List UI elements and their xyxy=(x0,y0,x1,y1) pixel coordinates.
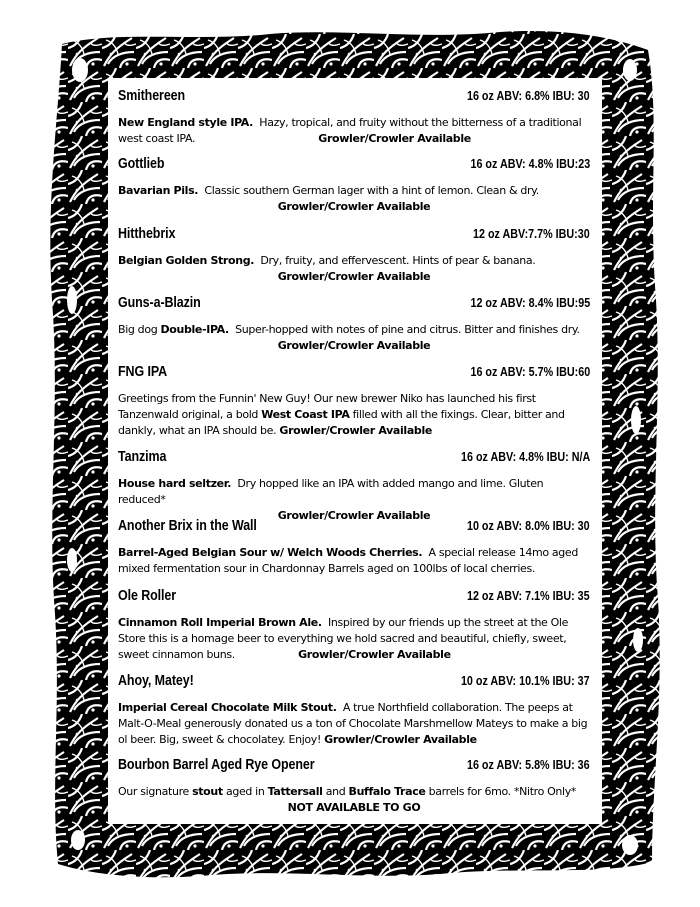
beer-name: Bourbon Barrel Aged Rye Opener xyxy=(118,757,315,773)
beer-item-another-brix xyxy=(118,518,590,577)
availability-note: Growler/Crowler Available xyxy=(279,424,432,437)
beer-description xyxy=(118,183,590,215)
beer-style: stout xyxy=(192,785,223,798)
beer-name: Gottlieb xyxy=(118,156,165,172)
beer-description-text: A special release 14mo aged mixed fermentation sour in Chardonnay Barrels aged on 100lbs of local cherries. xyxy=(118,546,578,575)
beer-description-text-2: aged in xyxy=(225,785,265,798)
beer-description-text: Greetings from the Funnin' New Guy! Our new brewer Niko has launched his first Tanzenwald original, a bold xyxy=(118,392,536,421)
beer-style-prefix: Big dog xyxy=(118,323,158,336)
beer-name: Another Brix in the Wall xyxy=(118,518,257,534)
availability-note: Growler/Crowler Available xyxy=(277,270,431,283)
beer-stats: 12 oz ABV: 7.1% IBU: 35 xyxy=(467,589,590,603)
beer-item-tanzima xyxy=(118,449,590,524)
availability-note: Growler/Crowler Available xyxy=(277,509,431,522)
beer-description xyxy=(118,115,590,147)
beer-stats: 10 oz ABV: 10.1% IBU: 37 xyxy=(461,674,590,688)
beer-description-text-2: filled with all the fixings. Clear, bitter and dankly, what an IPA should be. xyxy=(118,408,565,437)
beer-style: Barrel-Aged Belgian Sour w/ Welch Woods Cherries. xyxy=(118,546,423,559)
beer-name: Tanzima xyxy=(118,449,167,465)
beer-item-hitthebrix xyxy=(118,226,590,285)
beer-description-text-3: and xyxy=(325,785,346,798)
availability-note: Growler/Crowler Available xyxy=(277,339,431,352)
beer-item-bourbon-rye-opener xyxy=(118,757,590,816)
beer-style: Imperial Cereal Chocolate Milk Stout. xyxy=(118,701,337,714)
beer-stats: 12 oz ABV: 8.4% IBU:95 xyxy=(470,296,590,310)
beer-description-text: A true Northfield collaboration. The peeps at Malt-O-Meal generously donated us a ton of Chocolate Marshmellow Mateys to make a big ol beer. Big, sweet & chocolatey. Enjoy! xyxy=(118,701,588,746)
availability-note: NOT AVAILABLE TO GO xyxy=(287,801,421,814)
barrel-name-1: Tattersall xyxy=(267,785,323,798)
beer-stats: 16 oz ABV: 4.8% IBU:23 xyxy=(470,157,590,171)
beer-description xyxy=(118,615,590,663)
barrel-name-2: Buffalo Trace xyxy=(348,785,426,798)
beer-description xyxy=(118,322,590,354)
beer-name: FNG IPA xyxy=(118,364,168,380)
availability-note: Growler/Crowler Available xyxy=(318,132,471,145)
beer-style: New England style IPA. xyxy=(118,116,253,129)
beer-stats: 16 oz ABV: 4.8% IBU: N/A xyxy=(460,450,590,464)
beer-name: Ahoy, Matey! xyxy=(118,673,194,689)
beer-name: Ole Roller xyxy=(118,588,177,604)
beer-item-guns-a-blazin xyxy=(118,295,590,354)
beer-name: Hitthebrix xyxy=(118,226,176,242)
beer-description-text: Hazy, tropical, and fruity without the bitterness of a traditional west coast IPA. xyxy=(118,116,582,145)
beer-stats: 16 oz ABV: 5.8% IBU: 36 xyxy=(467,758,590,772)
beer-description xyxy=(118,253,590,285)
beer-stats: 16 oz ABV: 5.7% IBU:60 xyxy=(470,365,590,379)
availability-note: Growler/Crowler Available xyxy=(324,733,477,746)
beer-style: Belgian Golden Strong. xyxy=(118,254,255,267)
beer-description-text: Dry, fruity, and effervescent. Hints of pear & banana. xyxy=(260,254,536,267)
beer-description-text: Inspired by our friends up the street at the Ole Store this is a homage beer to everything we hold sacred and beautiful, chiefly, sweet, sweet cinnamon buns. xyxy=(118,616,569,661)
beer-item-fng-ipa xyxy=(118,364,590,439)
beer-description xyxy=(118,391,590,439)
availability-note: Growler/Crowler Available xyxy=(298,648,451,661)
beer-description xyxy=(118,784,590,816)
beer-description xyxy=(118,700,590,748)
beer-description-text: Classic southern German lager with a hint of lemon. Clean & dry. xyxy=(204,184,539,197)
beer-stats: 16 oz ABV: 6.8% IBU: 30 xyxy=(467,89,590,103)
beer-style: West Coast IPA xyxy=(261,408,350,421)
beer-item-smithereen xyxy=(118,88,590,147)
beer-description xyxy=(118,545,590,577)
beer-name: Guns-a-Blazin xyxy=(118,295,201,311)
beer-description-text: Our signature xyxy=(118,785,189,798)
beer-stats: 12 oz ABV:7.7% IBU:30 xyxy=(473,227,590,241)
beer-style: Double-IPA. xyxy=(160,323,229,336)
beer-stats: 10 oz ABV: 8.0% IBU: 30 xyxy=(467,519,590,533)
beer-description-text-4: barrels for 6mo. *Nitro Only* xyxy=(428,785,577,798)
beer-name: Smithereen xyxy=(118,88,186,104)
beer-description-text: Super-hopped with notes of pine and citrus. Bitter and finishes dry. xyxy=(235,323,580,336)
beer-style: House hard seltzer. xyxy=(118,477,232,490)
beer-description xyxy=(118,476,590,524)
beer-item-ole-roller xyxy=(118,588,590,663)
beer-style: Bavarian Pils. xyxy=(118,184,199,197)
beer-item-gottlieb xyxy=(118,156,590,215)
beer-item-ahoy-matey xyxy=(118,673,590,748)
beer-description-text: Dry hopped like an IPA with added mango and lime. Gluten reduced* xyxy=(118,477,544,506)
beer-style: Cinnamon Roll Imperial Brown Ale. xyxy=(118,616,322,629)
availability-note: Growler/Crowler Available xyxy=(277,200,431,213)
